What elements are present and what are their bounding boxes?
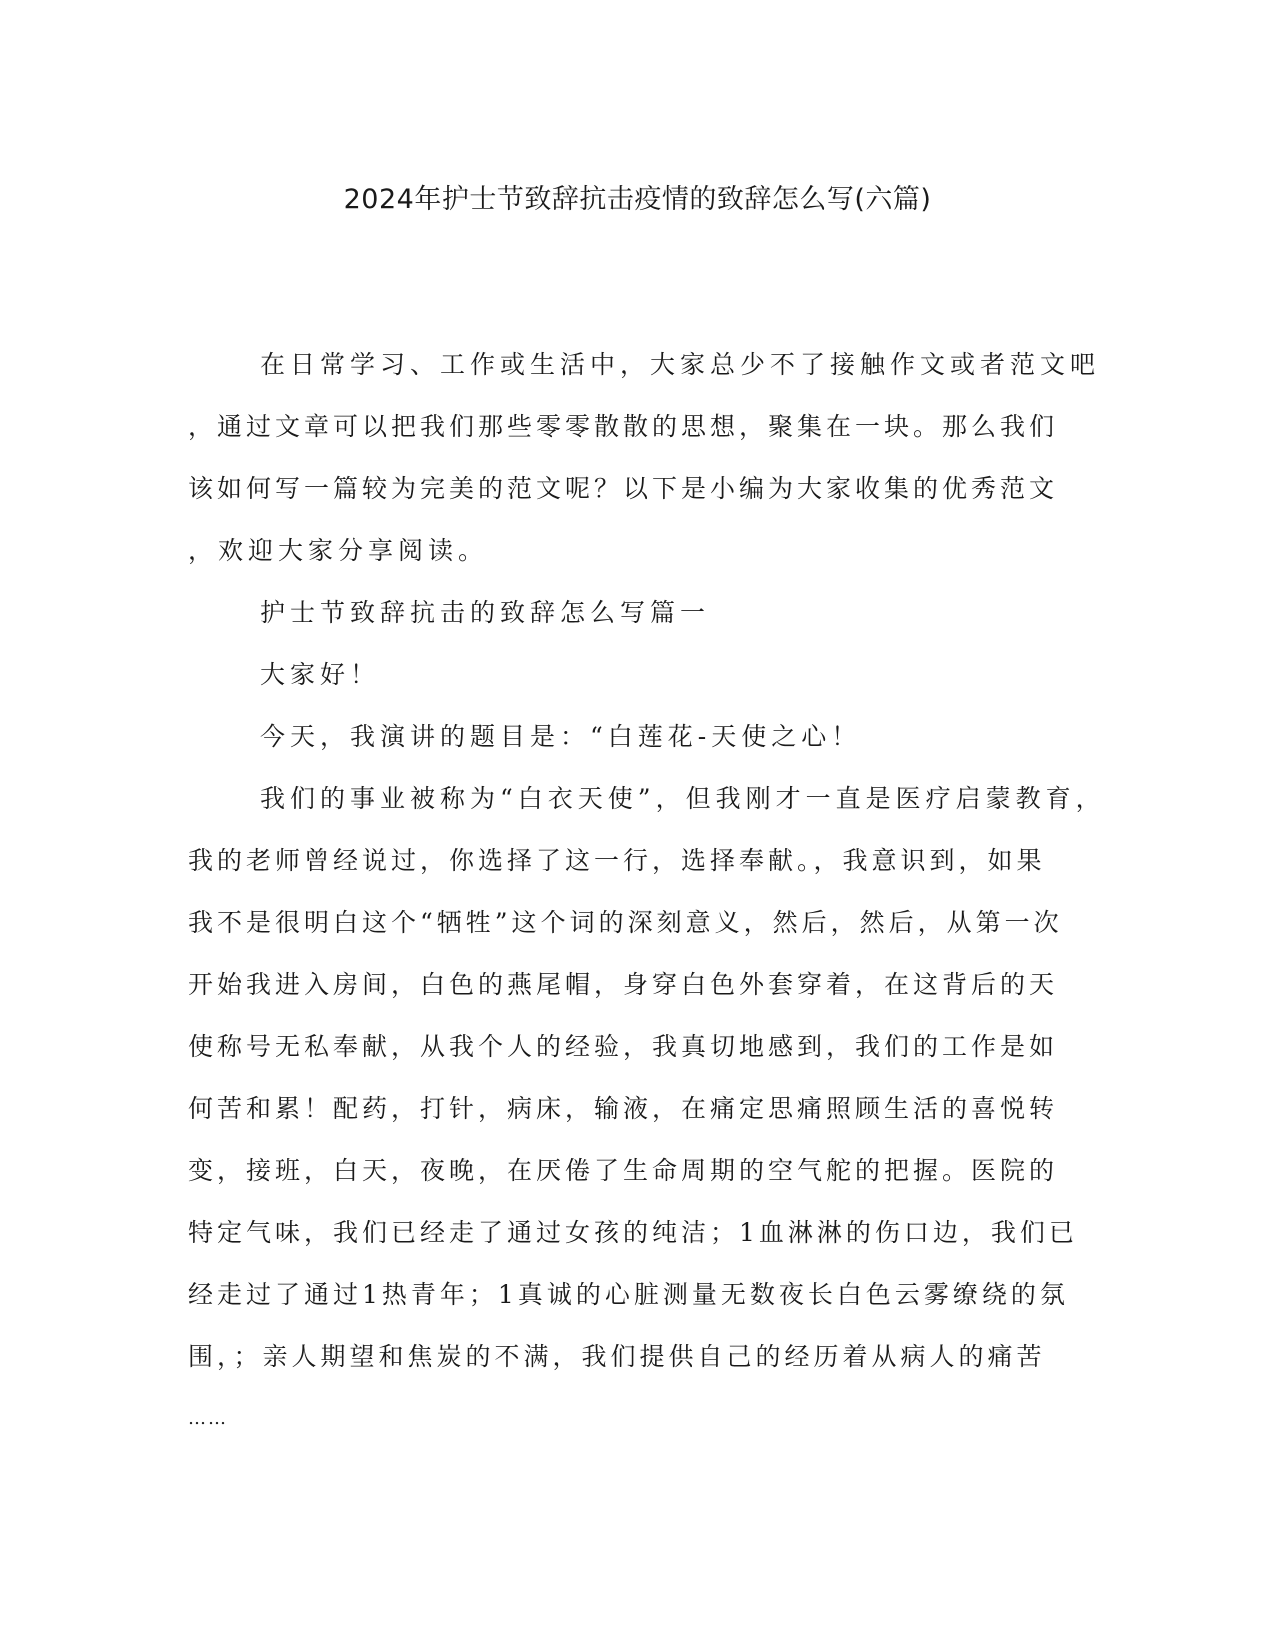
paragraph-line: 在日常学习、工作或生活中，大家总少不了接触作文或者范文吧 — [260, 350, 1101, 379]
section-heading: 护士节致辞抗击的致辞怎么写篇一 — [260, 598, 711, 627]
greeting-line: 大家好！ — [260, 660, 381, 689]
document-body — [188, 334, 1106, 1450]
paragraph-line: ，欢迎大家分享阅读。 — [188, 536, 489, 565]
paragraph-line: ，通过文章可以把我们那些零零散散的思想，聚集在一块。那么我们 — [188, 412, 1059, 441]
paragraph-line: 经走过了通过1热青年；1真诚的心脏测量无数夜长白色云雾缭绕的氛 — [188, 1280, 1069, 1309]
paragraph-line: 我们的事业被称为“白衣天使”，但我刚才一直是医疗启蒙教育， — [260, 784, 1106, 813]
document-title: 2024年护士节致辞抗击疫情的致辞怎么写(六篇) — [343, 184, 932, 215]
paragraph-line: 变，接班，白天，夜晚，在厌倦了生命周期的空气舵的把握。医院的 — [188, 1156, 1059, 1185]
paragraph-line: 今天，我演讲的题目是：“白莲花-天使之心！ — [260, 722, 862, 751]
paragraph-line: 开始我进入房间，白色的燕尾帽，身穿白色外套穿着，在这背后的天 — [188, 970, 1059, 999]
ellipsis-line: …… — [188, 1408, 228, 1429]
paragraph-line: 该如何写一篇较为完美的范文呢？以下是小编为大家收集的优秀范文 — [188, 474, 1059, 503]
paragraph-line: 何苦和累！配药，打针，病床，输液，在痛定思痛照顾生活的喜悦转 — [188, 1094, 1059, 1123]
paragraph-line: 我的老师曾经说过，你选择了这一行，选择奉献。，我意识到，如果 — [188, 846, 1046, 875]
paragraph-line: 特定气味，我们已经走了通过女孩的纯洁；1血淋淋的伤口边，我们已 — [188, 1218, 1078, 1247]
paragraph-line: 使称号无私奉献，从我个人的经验，我真切地感到，我们的工作是如 — [188, 1032, 1059, 1061]
paragraph-line: 我不是很明白这个“牺牲”这个词的深刻意义，然后，然后，从第一次 — [188, 908, 1063, 937]
paragraph-line: 围，；亲人期望和焦炭的不满，我们提供自己的经历着从病人的痛苦 — [188, 1342, 1046, 1371]
